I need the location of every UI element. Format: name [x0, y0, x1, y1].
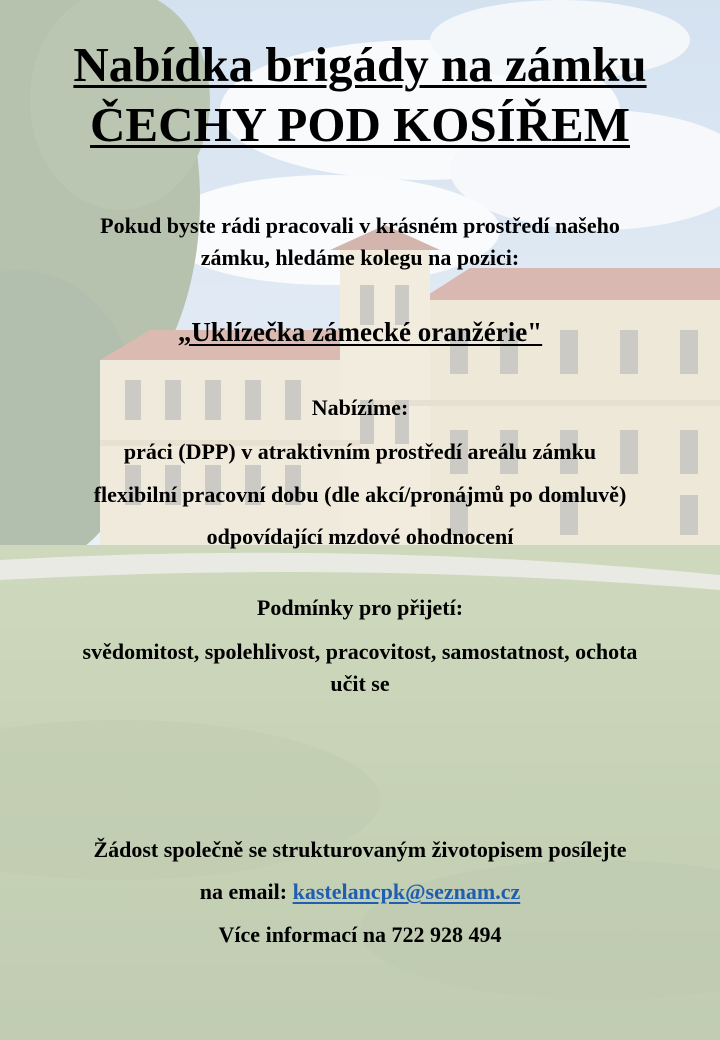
offer-item-2: flexibilní pracovní dobu (dle akcí/pronájmů po domluvě) — [93, 482, 627, 507]
requirements-line-1: svědomitost, spolehlivost, pracovitost, samostatnost, ochota — [82, 639, 638, 664]
job-position-title: „Uklízečka zámecké oranžérie" — [177, 317, 543, 347]
offer-heading: Nabízíme: — [311, 395, 409, 420]
flyer-title-line-1: Nabídka brigády na zámku — [73, 37, 647, 92]
contact-instructions: Žádost společně se strukturovaným životopisem posílejte — [93, 837, 627, 862]
flyer-title-line-2: ČECHY POD KOSÍŘEM — [90, 97, 630, 152]
offer-item-1: práci (DPP) v atraktivním prostředí areálu zámku — [123, 439, 597, 464]
intro-line-2: zámku, hledáme kolegu na pozici: — [200, 245, 520, 270]
requirements-line-2: učit se — [330, 671, 390, 696]
offer-item-3: odpovídající mzdové ohodnocení — [206, 524, 514, 549]
intro-line-1: Pokud byste rádi pracovali v krásném prostředí našeho — [100, 213, 620, 238]
email-link[interactable]: kastelancpk@seznam.cz — [292, 879, 521, 904]
contact-email-line — [0, 881, 720, 903]
email-prefix-label: na email: — [199, 879, 293, 904]
requirements-heading: Podmínky pro přijetí: — [256, 595, 464, 620]
contact-phone-line: Více informací na 722 928 494 — [218, 922, 502, 947]
